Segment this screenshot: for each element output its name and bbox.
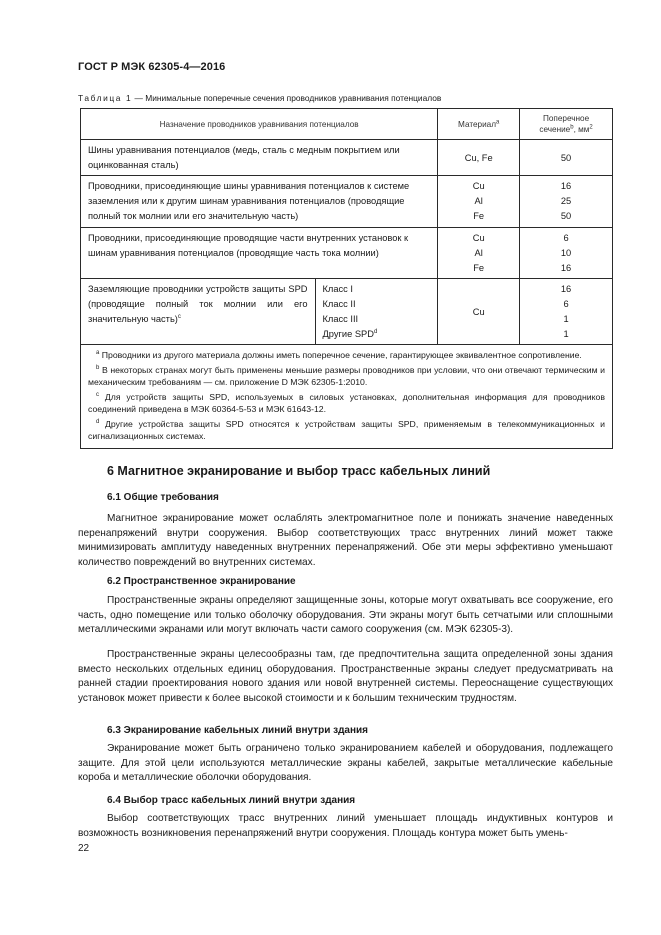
spd-sections: 16 6 1 1	[520, 279, 613, 345]
section-6-3-paragraph: Экранирование может быть ограничено только экранированием кабелей и оборудования, подлежащего защите. Для этой цели используются металлические экраны кабелей, закрытые металлические кабельные короба и металлические оболочки оборудования.	[78, 743, 613, 784]
section-6-2-paragraph-2: Пространственные экраны целесообразны там, где предпочтительна защита определенной зоны здания вместо нескольких отдельных единиц оборудования. Пространственные экраны следует предусматривать на ранней стадии проектирования нового здания или новой внутренней системы. Переоснащение существующих установок может привести к более высокой стоимости и к большим техническим трудностям.	[78, 649, 613, 704]
table-note: $^d$ Другие устройства защиты SPD относятся к устройствам защиты SPD, применяемым в телекоммуникационных и сигнализационных системах.	[88, 419, 605, 441]
table-row	[81, 176, 613, 228]
section-6-2-heading: 6.2 Пространственное экранирование	[107, 576, 296, 587]
table-row	[81, 140, 613, 176]
table-caption	[78, 93, 441, 103]
page-number: 22	[78, 843, 90, 854]
section-6-1-heading: 6.1 Общие требования	[107, 492, 219, 503]
row-material: Cu, Fe	[438, 140, 520, 176]
table-header-row	[81, 109, 613, 140]
table-note: $^c$ Для устройств защиты SPD, используемых в силовых установках, дополнительная информация для проводников соединений приведена в МЭК 60364-5-53 и МЭК 61643-12.	[88, 392, 605, 414]
section-6-1-paragraph: Магнитное экранирование может ослаблять электромагнитное поле и понижать значение наведенных перенапряжений внутри сооружения. Выбор соответствующих трасс внутренних линий может также минимизировать амплитуду наведенных внутренних перенапряжений. Обе эти меры эффективно уменьшают количество повреждений во внутренних системах.	[78, 513, 613, 568]
table-note: $^b$ В некоторых странах могут быть применены меньшие размеры проводников при условии, что они отвечают термическим и механическим требованиям — см. приложение D МЭК 62305-1:2010.	[88, 365, 605, 387]
row-purpose: Шины уравнивания потенциалов (медь, сталь с медным покрытием или оцинкованная сталь)	[81, 140, 438, 176]
table-notes-row	[81, 345, 613, 449]
row-purpose: Проводники, присоединяющие шины уравнивания потенциалов к системе заземления или к другим шинам уравнивания потенциалов (проводящие полный ток молнии или его значительную часть)	[81, 176, 438, 228]
header-section: Поперечное сечение$^b$, $мм^2$	[520, 109, 613, 140]
section-6-4-heading: 6.4 Выбор трасс кабельных линий внутри здания	[107, 795, 356, 806]
section-6-4-paragraph: Выбор соответствующих трасс внутренних линий уменьшает площадь индуктивных контуров и возможность возникновения перенапряжений внутри сооружения. Площадь контура может быть умень-	[78, 813, 613, 839]
spd-material: Cu	[438, 279, 520, 345]
row-materials: Cu Al Fe	[438, 228, 520, 279]
table-row-spd	[81, 279, 613, 345]
section-6-heading: 6 Магнитное экранирование и выбор трасс кабельных линий	[107, 464, 491, 478]
section-6-2-paragraph-1: Пространственные экраны определяют защищенные зоны, которые могут охватывать все сооружение, его часть, одно помещение или только оболочку оборудования. Эти экраны могут быть сетчатыми или сплошными металлическими экранами или могут включать части самого сооружения (см. МЭК 62305-3).	[78, 595, 613, 636]
header-material: Материал$^a$	[438, 109, 520, 140]
header-purpose: Назначение проводников уравнивания потенциалов	[81, 109, 438, 140]
bonding-conductors-table	[80, 108, 613, 449]
row-purpose: Проводники, присоединяющие проводящие части внутренних установок к шинам уравнивания потенциалов (проводящие часть тока молнии)	[81, 228, 438, 279]
row-section: 50	[520, 140, 613, 176]
table-caption-text: — Минимальные поперечные сечения проводников уравнивания потенциалов	[132, 93, 442, 103]
row-materials: Cu Al Fe	[438, 176, 520, 228]
standard-designation: ГОСТ Р МЭК 62305-4—2016	[78, 61, 226, 73]
row-sections: 16 25 50	[520, 176, 613, 228]
section-6-3-heading: 6.3 Экранирование кабельных линий внутри здания	[107, 725, 369, 736]
table-row	[81, 228, 613, 279]
spd-classes: Класс I Класс II Класс III Другие SPD$^d$	[315, 279, 438, 345]
table-note: $^a$ Проводники из другого материала должны иметь поперечное сечение, гарантирующее эквивалентное сопротивление.	[96, 350, 582, 360]
row-sections: 6 10 16	[520, 228, 613, 279]
table-caption-prefix: Таблица 1	[78, 93, 133, 103]
table-notes	[81, 345, 613, 449]
spd-purpose: Заземляющие проводники устройств защиты SPD (проводящие полный ток молнии или его значительную часть)$^c$	[81, 279, 316, 345]
